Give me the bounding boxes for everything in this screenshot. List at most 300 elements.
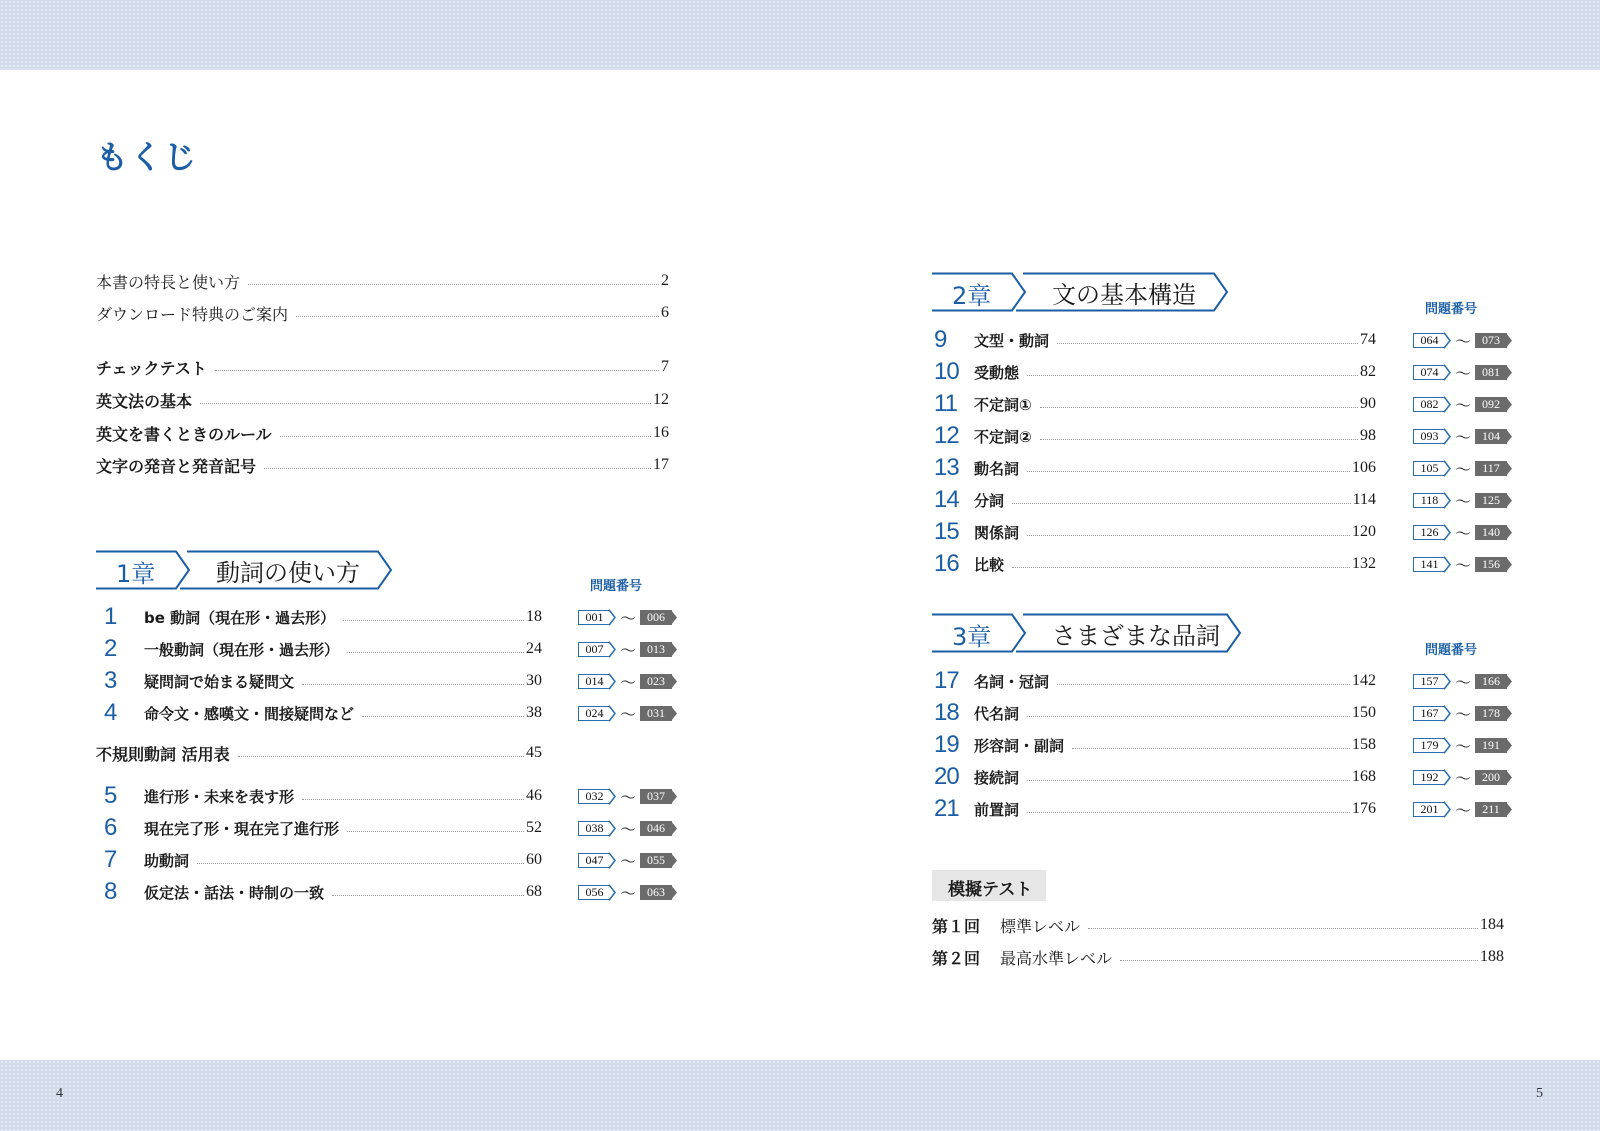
section-number: 2 [104,635,117,662]
question-start: 141 [1420,556,1439,571]
dot-leader [1027,812,1350,813]
section-page: 120 [1352,523,1376,540]
section-number: 10 [934,358,959,385]
question-end-badge [1475,397,1507,412]
chapter-number: 1章 [116,560,156,588]
section-number: 12 [934,422,959,449]
chevron-right-icon [1444,428,1452,445]
chapter-number: 2章 [952,282,992,310]
section-number: 13 [934,454,959,481]
section-page: 82 [1360,363,1376,380]
mock-round: 第１回 [932,916,981,936]
question-range [578,883,672,901]
section-page: 168 [1352,768,1376,785]
question-start-badge [1413,525,1445,540]
section-entry[interactable] [934,519,1376,545]
question-range [1413,704,1507,722]
question-end-badge [1475,461,1507,476]
chevron-right-icon [1444,492,1452,509]
question-end-badge [1475,525,1507,540]
chevron-right-icon [609,788,617,805]
question-range [1413,363,1507,381]
question-end: 055 [647,852,666,867]
question-start-badge [1413,333,1445,348]
question-start: 074 [1420,364,1439,379]
chevron-right-icon [671,853,678,868]
section-label: 名詞・冠詞 [974,672,1050,691]
section-page: 46 [526,787,542,804]
question-end-badge [1475,770,1507,785]
range-tilde: 〜 [620,787,637,807]
range-tilde: 〜 [1455,459,1472,479]
entry-label: チェックテスト [96,358,207,378]
dot-leader [197,863,524,864]
question-start: 192 [1420,769,1439,784]
section-number: 21 [934,795,959,822]
dot-leader [1120,960,1478,961]
section-number: 9 [934,326,947,353]
question-start: 014 [585,673,604,688]
section-entry[interactable] [104,815,542,841]
section-page: 60 [526,851,542,868]
question-start-badge [1413,557,1445,572]
question-range [578,819,672,837]
entry-label: 文字の発音と発音記号 [96,456,257,476]
dot-leader [347,831,524,832]
question-number-header: 問題番号 [590,579,643,594]
toc-entry[interactable] [96,420,669,446]
question-end: 117 [1482,460,1500,475]
chevron-right-icon [1506,706,1513,721]
question-end: 037 [647,788,666,803]
range-tilde: 〜 [1455,395,1472,415]
entry-page: 188 [1480,948,1504,965]
section-number: 5 [104,782,117,809]
question-range [578,672,672,690]
chevron-right-icon [1444,673,1452,690]
chapter-title: さまざまな品詞 [1052,622,1220,650]
question-range [1413,768,1507,786]
chapter-number: 3章 [952,623,992,651]
section-entry[interactable] [934,700,1376,726]
section-entry[interactable] [934,487,1376,513]
question-end-badge [1475,738,1507,753]
section-number: 19 [934,731,959,758]
section-label: 形容詞・副詞 [974,736,1065,755]
dot-leader [1040,407,1358,408]
range-tilde: 〜 [1455,427,1472,447]
question-range [578,640,672,658]
dot-leader [1027,780,1350,781]
question-range [1413,672,1507,690]
chevron-right-icon [1506,770,1513,785]
entry-label: 不規則動詞 活用表 [96,744,230,764]
question-end-badge [640,706,672,721]
section-page: 52 [526,819,542,836]
toc-entry[interactable] [96,268,669,294]
question-end: 073 [1482,332,1501,347]
section-entry[interactable] [934,455,1376,481]
dot-leader [1072,748,1350,749]
toc-entry[interactable] [932,944,1504,970]
dot-leader [1057,684,1350,685]
range-tilde: 〜 [1455,768,1472,788]
entry-label: 英文を書くときのルール [96,424,272,444]
section-entry[interactable] [934,327,1376,353]
chevron-right-icon [1444,364,1452,381]
question-range [1413,555,1507,573]
question-end-badge [640,674,672,689]
question-end-badge [1475,706,1507,721]
bottom-decorative-band [0,1060,1600,1131]
question-end-badge [640,642,672,657]
range-tilde: 〜 [1455,672,1472,692]
section-entry[interactable] [934,732,1376,758]
question-end-badge [640,853,672,868]
question-start: 038 [585,820,604,835]
section-entry[interactable] [104,700,542,726]
section-page: 114 [1352,491,1376,508]
range-tilde: 〜 [1455,363,1472,383]
section-entry[interactable] [934,391,1376,417]
section-label: 不定詞② [974,427,1032,446]
dot-leader [1012,503,1351,504]
dot-leader [238,756,524,757]
question-end: 006 [647,609,666,624]
chevron-right-icon [1444,737,1452,754]
question-range [1413,800,1507,818]
section-label: 関係詞 [974,523,1020,542]
dot-leader [1057,343,1358,344]
section-page: 98 [1360,427,1376,444]
section-entry[interactable] [104,668,542,694]
question-range [1413,491,1507,509]
question-end-badge [640,885,672,900]
entry-page: 2 [661,272,669,289]
chevron-right-icon [1506,461,1513,476]
question-end: 211 [1482,801,1500,816]
dot-leader [296,316,659,317]
toc-entry[interactable] [96,452,669,478]
entry-page: 7 [661,358,669,375]
range-tilde: 〜 [1455,555,1472,575]
section-label: 受動態 [974,363,1020,382]
section-number: 17 [934,667,959,694]
question-end: 156 [1482,556,1501,571]
question-range [578,787,672,805]
question-end-badge [1475,333,1507,348]
question-start: 032 [585,788,604,803]
question-start-badge [1413,706,1445,721]
question-end: 125 [1482,492,1501,507]
section-label: 不定詞① [974,395,1032,414]
section-page: 150 [1352,704,1376,721]
toc-entry[interactable] [932,912,1504,938]
range-tilde: 〜 [620,672,637,692]
range-tilde: 〜 [620,704,637,724]
section-label: 文型・動詞 [974,331,1050,350]
dot-leader [332,895,524,896]
question-start-badge [578,853,610,868]
page-number-right: 5 [1536,1086,1543,1101]
section-label: 命令文・感嘆文・間接疑問など [144,704,355,723]
question-range [1413,523,1507,541]
dot-leader [1027,535,1350,536]
section-label: 進行形・未来を表す形 [144,787,295,806]
section-page: 142 [1352,672,1376,689]
section-number: 11 [934,390,957,417]
section-entry[interactable] [934,423,1376,449]
chapter-title: 文の基本構造 [1052,281,1196,309]
section-number: 14 [934,486,959,513]
chevron-right-icon [671,674,678,689]
question-start: 024 [585,705,604,720]
question-start: 105 [1420,460,1439,475]
section-label: 疑問詞で始まる疑問文 [144,672,295,691]
question-start-badge [578,674,610,689]
question-range [578,608,672,626]
chevron-right-icon [1444,769,1452,786]
question-end: 092 [1482,396,1501,411]
range-tilde: 〜 [1455,704,1472,724]
question-range [1413,736,1507,754]
chevron-right-icon [1444,801,1452,818]
question-start: 082 [1420,396,1439,411]
question-end: 046 [647,820,666,835]
chevron-right-icon [609,705,617,722]
chevron-right-icon [1506,493,1513,508]
section-label: 一般動詞（現在形・過去形） [144,640,340,659]
section-label: 現在完了形・現在完了進行形 [144,819,340,838]
top-decorative-band [0,0,1600,70]
section-number: 20 [934,763,959,790]
question-start-badge [1413,493,1445,508]
chevron-right-icon [1444,705,1452,722]
chevron-right-icon [1444,524,1452,541]
question-start-badge [578,821,610,836]
toc-entry[interactable] [96,300,669,326]
chevron-right-icon [609,673,617,690]
section-entry[interactable] [104,847,542,873]
chevron-right-icon [1444,460,1452,477]
question-range [1413,459,1507,477]
range-tilde: 〜 [620,640,637,660]
chevron-right-icon [1444,396,1452,413]
range-tilde: 〜 [1455,491,1472,511]
question-end-badge [1475,429,1507,444]
section-entry[interactable] [934,551,1376,577]
question-end: 140 [1482,524,1501,539]
question-start-badge [1413,461,1445,476]
dot-leader [343,620,524,621]
range-tilde: 〜 [1455,800,1472,820]
question-start: 047 [585,852,604,867]
question-start-badge [578,885,610,900]
section-page: 18 [526,608,542,625]
chapter-header-3 [932,613,1252,653]
chevron-right-icon [609,609,617,626]
question-start-badge [578,642,610,657]
entry-label: ダウンロード特典のご案内 [96,304,289,324]
dot-leader [302,799,524,800]
chevron-right-icon [1506,397,1513,412]
question-range [578,851,672,869]
entry-label: 本書の特長と使い方 [96,272,241,292]
question-start-badge [578,706,610,721]
question-start-badge [1413,397,1445,412]
question-end: 200 [1482,769,1501,784]
dot-leader [280,436,651,437]
question-start: 201 [1420,801,1439,816]
question-number-header: 問題番号 [1425,302,1478,317]
section-number: 3 [104,667,117,694]
section-entry[interactable] [104,879,542,905]
toc-entry[interactable] [96,354,669,380]
range-tilde: 〜 [620,608,637,628]
chevron-right-icon [609,820,617,837]
question-start-badge [578,789,610,804]
section-page: 30 [526,672,542,689]
question-end: 081 [1482,364,1501,379]
question-end: 013 [647,641,666,656]
range-tilde: 〜 [620,819,637,839]
section-label: 接続詞 [974,768,1020,787]
chapter-header-2 [932,272,1232,312]
dot-leader [215,370,659,371]
dot-leader [362,716,524,717]
section-number: 15 [934,518,959,545]
toc-entry[interactable] [96,387,669,413]
section-entry[interactable] [104,636,542,662]
question-end: 178 [1482,705,1501,720]
question-end-badge [1475,674,1507,689]
section-label: 比較 [974,555,1005,574]
entry-label: 標準レベル [1000,916,1081,936]
range-tilde: 〜 [1455,331,1472,351]
chevron-right-icon [1506,429,1513,444]
question-start-badge [1413,429,1445,444]
question-end: 191 [1482,737,1501,752]
section-label: 代名詞 [974,704,1020,723]
chevron-right-icon [609,641,617,658]
entry-label: 最高水準レベル [1000,948,1113,968]
section-label: 助動詞 [144,851,190,870]
section-label: 分詞 [974,491,1005,510]
question-end: 031 [647,705,666,720]
question-range [1413,395,1507,413]
question-start-badge [1413,674,1445,689]
question-end-badge [1475,365,1507,380]
question-end-badge [1475,557,1507,572]
toc-entry[interactable] [96,740,542,766]
question-start: 157 [1420,673,1439,688]
dot-leader [1027,716,1350,717]
section-number: 4 [104,699,117,726]
entry-page: 45 [526,744,542,761]
chevron-right-icon [671,610,678,625]
dot-leader [347,652,524,653]
dot-leader [200,403,651,404]
section-page: 38 [526,704,542,721]
chevron-right-icon [1444,332,1452,349]
chevron-right-icon [1506,525,1513,540]
section-entry[interactable] [934,764,1376,790]
question-end-badge [640,789,672,804]
question-start: 064 [1420,332,1439,347]
section-number: 16 [934,550,959,577]
question-end: 063 [647,884,666,899]
question-range [1413,427,1507,445]
section-label: 仮定法・話法・時制の一致 [144,883,325,902]
chapter-header-1 [96,550,396,590]
dot-leader [248,284,659,285]
chevron-right-icon [1506,738,1513,753]
entry-page: 12 [653,391,669,408]
question-number-header: 問題番号 [1425,643,1478,658]
question-end: 104 [1482,428,1501,443]
section-entry[interactable] [104,604,542,630]
entry-label: 英文法の基本 [96,391,193,411]
mock-round: 第２回 [932,948,981,968]
range-tilde: 〜 [1455,523,1472,543]
question-start-badge [578,610,610,625]
question-start-badge [1413,802,1445,817]
question-end-badge [1475,493,1507,508]
chevron-right-icon [609,884,617,901]
chevron-right-icon [1444,556,1452,573]
section-entry[interactable] [934,359,1376,385]
section-page: 90 [1360,395,1376,412]
question-start: 118 [1420,492,1439,507]
range-tilde: 〜 [620,851,637,871]
question-range [1413,331,1507,349]
chevron-right-icon [671,706,678,721]
section-entry[interactable] [934,668,1376,694]
chevron-right-icon [671,821,678,836]
section-label: 動名詞 [974,459,1020,478]
section-page: 176 [1352,800,1376,817]
entry-page: 17 [653,456,669,473]
section-page: 68 [526,883,542,900]
section-entry[interactable] [934,796,1376,822]
mock-test-header: 模擬テスト [932,870,1046,901]
question-end-badge [640,821,672,836]
question-end: 023 [647,673,666,688]
section-page: 74 [1360,331,1376,348]
chevron-right-icon [1506,365,1513,380]
section-entry[interactable] [104,783,542,809]
question-start-badge [1413,770,1445,785]
dot-leader [1088,928,1478,929]
chapter-title: 動詞の使い方 [216,559,360,587]
entry-page: 184 [1480,916,1504,933]
chevron-right-icon [1506,333,1513,348]
section-number: 7 [104,846,117,873]
chevron-right-icon [1506,674,1513,689]
section-label: be 動詞（現在形・過去形） [144,608,336,627]
page-title: もくじ [96,138,199,176]
section-page: 106 [1352,459,1376,476]
section-label: 前置詞 [974,800,1020,819]
section-number: 6 [104,814,117,841]
chevron-right-icon [609,852,617,869]
question-range [578,704,672,722]
dot-leader [264,468,651,469]
dot-leader [1027,471,1350,472]
chevron-right-icon [671,789,678,804]
section-number: 1 [104,603,117,630]
section-page: 158 [1352,736,1376,753]
